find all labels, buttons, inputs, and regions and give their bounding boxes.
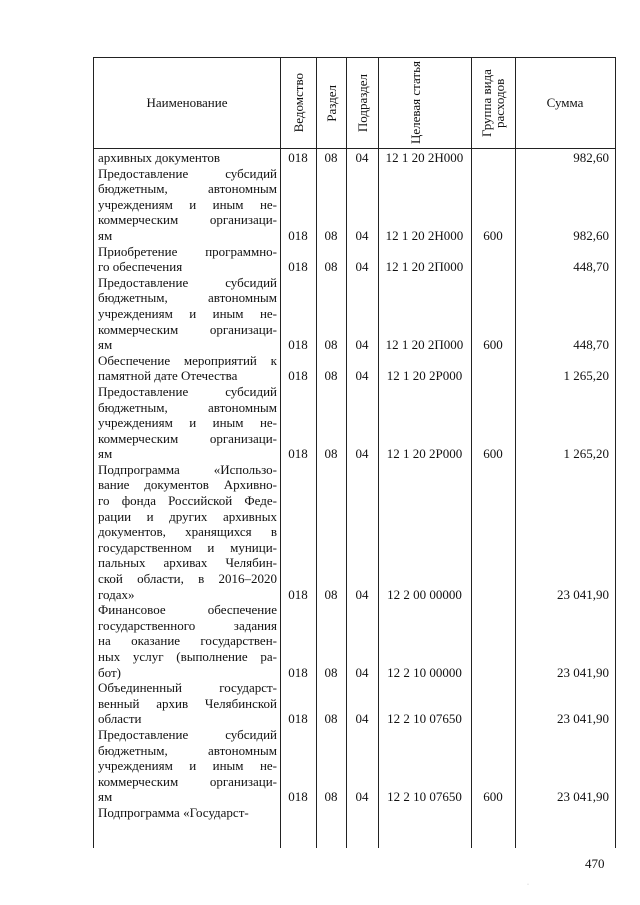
- row-razdel: 08: [324, 259, 338, 275]
- row-gruppa: 600: [483, 227, 503, 243]
- row-podrazdel: 04: [355, 586, 369, 602]
- row-razdel: 08: [324, 711, 338, 727]
- row-summa: 1 265,20: [563, 368, 609, 384]
- header-name-cell: [94, 58, 280, 148]
- row-name: [94, 680, 280, 727]
- row-name-line: памятной дате Отечества: [98, 368, 238, 384]
- row-name-line: Приобретение программно-: [98, 243, 277, 259]
- row-tselevaya-statya: 12 2 10 00000: [387, 664, 462, 680]
- row-gruppa: 600: [483, 337, 503, 353]
- row-name-line: Предоставление субсидий: [98, 726, 277, 742]
- row-name-line: учреждениям и иным не-: [98, 305, 277, 321]
- row-razdel: 08: [324, 227, 338, 243]
- row-tselevaya-statya: 12 1 20 2Н000: [385, 150, 464, 165]
- row-name-line: вание документов Архивно-: [98, 477, 277, 493]
- row-tselevaya-statya: 12 1 20 2П000: [385, 259, 464, 275]
- row-tselevaya-statya: 12 2 00 00000: [387, 586, 462, 602]
- row-name-line: ям: [98, 789, 113, 805]
- table-row: [94, 275, 615, 353]
- row-name-line: области: [98, 711, 142, 727]
- row-vedomstvo: 018: [288, 337, 308, 353]
- row-name: [94, 166, 280, 244]
- row-name: [94, 244, 280, 275]
- row-name: [94, 462, 280, 602]
- table-row: [94, 150, 615, 166]
- row-summa: 23 041,90: [557, 789, 609, 805]
- header-razdel-cell: [316, 58, 346, 148]
- row-vedomstvo: 018: [288, 227, 308, 243]
- header-summa-cell: [515, 58, 615, 148]
- row-name: [94, 727, 280, 805]
- table-row: [94, 384, 615, 462]
- table-row: [94, 244, 615, 275]
- row-name-line: Предоставление субсидий: [98, 383, 277, 399]
- row-summa: 982,60: [573, 150, 609, 165]
- row-razdel: 08: [324, 446, 338, 462]
- row-name-line: бюджетным, автономным: [98, 290, 277, 306]
- row-name-line: бюджетным, автономным: [98, 742, 277, 758]
- row-summa: 23 041,90: [557, 586, 609, 602]
- row-vedomstvo: 018: [288, 368, 308, 384]
- row-name-line: ской области, в 2016–2020: [98, 571, 277, 587]
- header-gruppa-vida-raskhodov: Группа вида расходов: [479, 69, 507, 137]
- table-row: [94, 727, 615, 805]
- row-name-line: учреждениям и иным не-: [98, 196, 277, 212]
- row-name-line: бюджетным, автономным: [98, 181, 277, 197]
- row-name-line: Подпрограмма «Использо-: [98, 461, 277, 477]
- row-name-line: го обеспечения: [98, 259, 183, 275]
- row-name-line: бот): [98, 664, 121, 680]
- row-razdel: 08: [324, 789, 338, 805]
- row-tselevaya-statya: 12 2 10 07650: [387, 789, 462, 805]
- header-tselevaya-statya: Целевая статья: [407, 61, 423, 145]
- row-razdel: 08: [324, 337, 338, 353]
- row-podrazdel: 04: [355, 446, 369, 462]
- row-razdel: 08: [324, 150, 338, 165]
- row-summa: 448,70: [573, 259, 609, 275]
- row-name-line: архивных документов: [98, 150, 220, 165]
- row-tselevaya-statya: 12 1 20 2Н000: [385, 227, 464, 243]
- row-name-line: Объединенный государст-: [98, 680, 277, 696]
- row-name-line: венный архив Челябинской: [98, 695, 277, 711]
- row-name-line: ям: [98, 337, 113, 353]
- row-podrazdel: 04: [355, 150, 369, 165]
- row-name: [94, 602, 280, 680]
- row-name-line: Предоставление субсидий: [98, 165, 277, 181]
- row-podrazdel: 04: [355, 227, 369, 243]
- row-name-line: пальных архивах Челябин-: [98, 555, 277, 571]
- scan-speck: ·: [527, 882, 529, 888]
- row-name-line: коммерческим организаци-: [98, 321, 277, 337]
- row-tselevaya-statya: 12 1 20 2П000: [385, 337, 464, 353]
- row-razdel: 08: [324, 664, 338, 680]
- row-name-line: бюджетным, автономным: [98, 399, 277, 415]
- table-row: [94, 166, 615, 244]
- row-name: [94, 353, 280, 384]
- row-tselevaya-statya: 12 2 10 07650: [387, 711, 462, 727]
- page-number: 470: [585, 856, 605, 871]
- row-name: [94, 384, 280, 462]
- row-name-line: коммерческим организаци-: [98, 773, 277, 789]
- header-tselevaya-statya-cell: [378, 58, 471, 148]
- row-name-line: рации и других архивных: [98, 508, 277, 524]
- row-razdel: 08: [324, 368, 338, 384]
- row-vedomstvo: 018: [288, 150, 308, 165]
- header-summa: Сумма: [546, 95, 584, 110]
- row-summa: 1 265,20: [563, 446, 609, 462]
- row-tselevaya-statya: 12 1 20 2Р000: [386, 368, 463, 384]
- row-name-line: го фонда Российской Феде-: [98, 493, 277, 509]
- row-podrazdel: 04: [355, 789, 369, 805]
- header-vedomstvo: Ведомство: [290, 73, 306, 133]
- table-row: [94, 353, 615, 384]
- table-body: [94, 150, 615, 821]
- row-name-line: документов, хранящихся в: [98, 524, 277, 540]
- row-vedomstvo: 018: [288, 259, 308, 275]
- table-row: [94, 805, 615, 821]
- row-summa: 982,60: [573, 227, 609, 243]
- row-name-line: учреждениям и иным не-: [98, 415, 277, 431]
- row-name-line: годах»: [98, 586, 135, 602]
- row-name-line: Предоставление субсидий: [98, 274, 277, 290]
- header-podrazdel: Подраздел: [354, 73, 370, 133]
- row-name-line: на оказание государствен-: [98, 633, 277, 649]
- row-gruppa: 600: [483, 446, 503, 462]
- row-gruppa: 600: [483, 789, 503, 805]
- row-razdel: 08: [324, 586, 338, 602]
- row-vedomstvo: 018: [288, 711, 308, 727]
- row-vedomstvo: 018: [288, 664, 308, 680]
- table-row: [94, 602, 615, 680]
- row-name-line: Финансовое обеспечение: [98, 602, 277, 618]
- row-vedomstvo: 018: [288, 586, 308, 602]
- row-podrazdel: 04: [355, 664, 369, 680]
- row-name-line: коммерческим организаци-: [98, 212, 277, 228]
- row-name-line: Обеспечение мероприятий к: [98, 352, 277, 368]
- header-vedomstvo-cell: [280, 58, 316, 148]
- row-podrazdel: 04: [355, 259, 369, 275]
- row-summa: 23 041,90: [557, 664, 609, 680]
- row-vedomstvo: 018: [288, 446, 308, 462]
- row-vedomstvo: 018: [288, 789, 308, 805]
- row-name-line: государственного задания: [98, 617, 277, 633]
- row-name-line: ных услуг (выполнение ра-: [98, 649, 277, 664]
- table-row: [94, 462, 615, 602]
- row-podrazdel: 04: [355, 711, 369, 727]
- row-name-line: ям: [98, 446, 113, 462]
- row-name: [94, 275, 280, 353]
- row-podrazdel: 04: [355, 368, 369, 384]
- row-name-line: государственном и муници-: [98, 539, 277, 555]
- header-podrazdel-cell: [346, 58, 378, 148]
- row-name-line: Подпрограмма «Государст-: [98, 804, 249, 820]
- row-tselevaya-statya: 12 1 20 2Р000: [386, 446, 463, 462]
- header-name: Наименование: [146, 95, 228, 110]
- row-name-line: коммерческим организаци-: [98, 430, 277, 446]
- header-gruppa-cell: [471, 58, 515, 148]
- row-name-line: ям: [98, 227, 113, 243]
- budget-table: [93, 57, 616, 848]
- row-name-line: учреждениям и иным не-: [98, 758, 277, 774]
- row-podrazdel: 04: [355, 337, 369, 353]
- row-name: [94, 805, 280, 821]
- table-row: [94, 680, 615, 727]
- header-divider: [94, 148, 615, 149]
- row-summa: 448,70: [573, 337, 609, 353]
- header-razdel: Раздел: [323, 84, 339, 122]
- row-summa: 23 041,90: [557, 711, 609, 727]
- row-name: [94, 150, 280, 166]
